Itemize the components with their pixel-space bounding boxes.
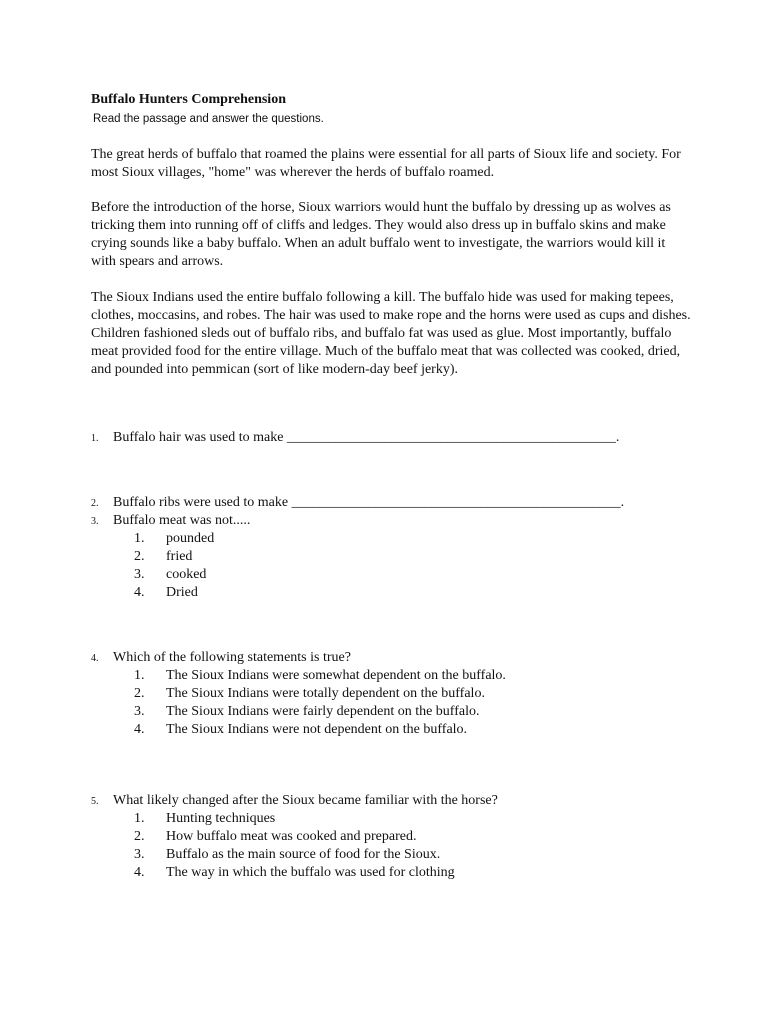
passage-paragraph-3: The Sioux Indians used the entire buffalo following a kill. The buffalo hide was used for making tepees, clothes, moccasins, and robes. The hair was used to make rope and the horns were used as cups and dishes. Children fashioned sleds out of buffalo ribs, and buffalo fat was used as glue. Most importantly, buffalo meat provided food for the entire village. Much of the buffalo meat that was collected was cooked, dried, and pounded into pemmican (sort of like modern-day beef jerky). (91, 290, 691, 377)
question-text: Buffalo hair was used to make _______________________________________________. (113, 430, 620, 445)
question-text: Which of the following statements is true? (113, 650, 351, 665)
option-text: Buffalo as the main source of food for the Sioux. (166, 847, 441, 862)
question-5 (91, 792, 498, 811)
passage-paragraph-2: Before the introduction of the horse, Sioux warriors would hunt the buffalo by dressing up as wolves as tricking them into running off of cliffs and ledges. They would also dress up in buffalo skins and make crying sounds like a baby buffalo. When an adult buffalo went to investigate, the warriors would kill it with spears and arrows. (91, 200, 671, 269)
option-text: The way in which the buffalo was used for clothing (166, 865, 455, 880)
question-5-options (134, 810, 455, 882)
option-number: 3. (134, 567, 145, 582)
option-text: The Sioux Indians were somewhat dependent on the buffalo. (166, 668, 506, 683)
question-number: 3. (91, 516, 99, 527)
answer-option (134, 864, 455, 882)
option-text: How buffalo meat was cooked and prepared. (166, 829, 417, 844)
option-number: 1. (134, 531, 145, 546)
option-number: 2. (134, 686, 145, 701)
option-number: 3. (134, 847, 145, 862)
option-text: cooked (166, 567, 207, 582)
answer-option (134, 703, 506, 721)
option-text: fried (166, 549, 193, 564)
answer-option (134, 548, 214, 566)
question-text: Buffalo meat was not..... (113, 513, 251, 528)
answer-option (134, 566, 214, 584)
option-number: 4. (134, 722, 145, 737)
question-4-options (134, 667, 506, 739)
question-number: 4. (91, 653, 99, 664)
passage-paragraph-1: The great herds of buffalo that roamed the plains were essential for all parts of Sioux life and society. For most Sioux villages, "home" was wherever the herds of buffalo roamed. (91, 147, 681, 180)
option-number: 1. (134, 811, 145, 826)
answer-option (134, 584, 214, 602)
option-number: 2. (134, 549, 145, 564)
option-text: The Sioux Indians were not dependent on the buffalo. (166, 722, 468, 737)
question-4 (91, 649, 351, 668)
answer-option (134, 810, 455, 828)
answer-option (134, 685, 506, 703)
worksheet-instructions: Read the passage and answer the questions. (93, 113, 324, 125)
option-text: Dried (166, 585, 198, 600)
question-text: Buffalo ribs were used to make _______________________________________________. (113, 495, 625, 510)
option-number: 2. (134, 829, 145, 844)
question-number: 2. (91, 498, 99, 509)
answer-option (134, 721, 506, 739)
option-text: Hunting techniques (166, 811, 276, 826)
question-3 (91, 512, 250, 531)
question-3-options (134, 530, 214, 602)
question-number: 5. (91, 796, 99, 807)
option-number: 3. (134, 704, 145, 719)
option-number: 4. (134, 865, 145, 880)
worksheet-title: Buffalo Hunters Comprehension (91, 92, 286, 107)
option-number: 4. (134, 585, 145, 600)
answer-option (134, 828, 455, 846)
question-1 (91, 429, 619, 448)
answer-option (134, 667, 506, 685)
option-text: pounded (166, 531, 215, 546)
question-number: 1. (91, 433, 99, 444)
question-text: What likely changed after the Sioux became familiar with the horse? (113, 793, 498, 808)
question-2 (91, 494, 624, 513)
option-text: The Sioux Indians were fairly dependent on the buffalo. (166, 704, 480, 719)
option-text: The Sioux Indians were totally dependent on the buffalo. (166, 686, 485, 701)
answer-option (134, 846, 455, 864)
answer-option (134, 530, 214, 548)
option-number: 1. (134, 668, 145, 683)
